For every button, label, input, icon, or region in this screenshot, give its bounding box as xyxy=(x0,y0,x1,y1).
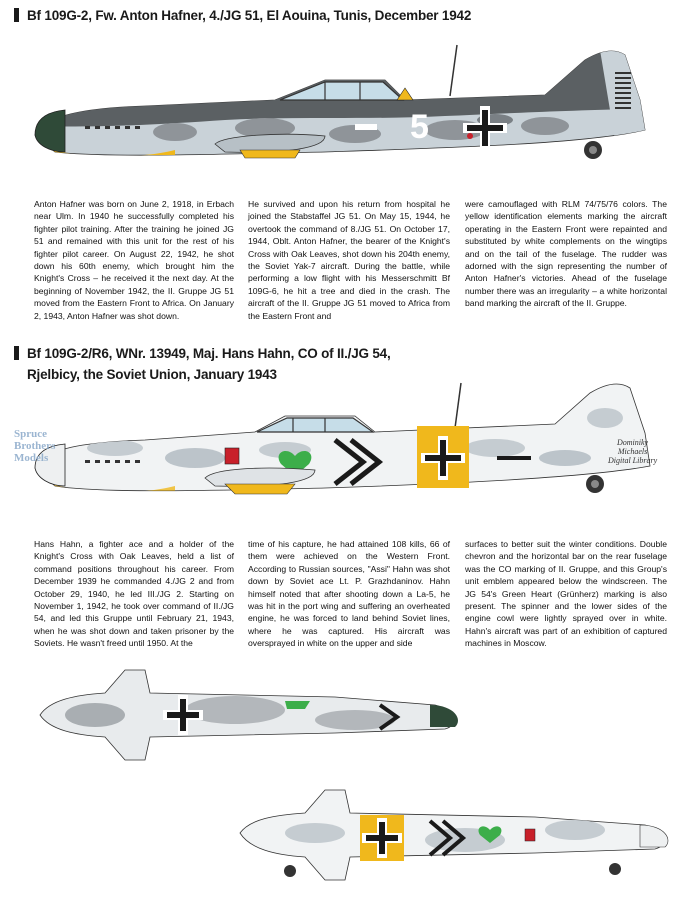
section1-column-1: Anton Hafner was born on June 2, 1918, in Erbach near Ulm. In 1940 he successfully completed his fighter pilot training. After the training he joined JG 51 and remained with this unit for the rest of his fighter pilot career. On August 22, 1942, he shot down his 60th enemy, which brought him the Knight's Cross – he received it the next day. At the beginning of November 1942, the II. Gruppe JG 51 moved from the Eastern Front to Africa. On January 2, 1943, Anton Hafner was shot down. xyxy=(34,199,234,321)
section1-column-2: He survived and upon his return from hospital he joined the Stabstaffel JG 51. On May 15, 1944, he overtook the command of 8./JG 51. On October 17, 1944, Oblt. Anton Hafner, the bearer of the Knight's Cross with Oak Leaves, shot down his 204th enemy, the Soviet Yak-7 aircraft. During the battle, while performing a low flight with his Messerschmitt Bf 109G-6, he hit a tree and died in the crash. The aircraft of the II. Gruppe JG 51 moved to Africa from the Eastern Front and xyxy=(248,199,450,321)
artist-signature: Dominiky Michaels Digital Library xyxy=(608,438,658,465)
section2-title: Bf 109G-2/R6, WNr. 13949, Maj. Hans Hahn, CO of II./JG 54, Rjelbicy, the Soviet Union, January 1943 xyxy=(14,346,391,382)
fuselage-number: 5 xyxy=(410,108,429,146)
plane2-side-profile xyxy=(25,378,675,508)
unit-emblem-icon xyxy=(225,448,239,464)
section2-column-1: Hans Hahn, a fighter ace and a holder of the Knight's Cross with Oak Leaves, held a list of command positions throughout his career. From December 1939 he commanded 4./JG 2 and from October 29, 1940, he led III./JG 2. Starting on November 1, 1942, he took over command of II./JG 54, and led this Gruppe until February 21, 1943, when he was shot down and taken prisoner by the Soviets. He wasn't freed until 1950. At the xyxy=(34,539,234,649)
section2-column-2: time of his capture, he had attained 108 kills, 66 of them were achieved on the Western Front. According to Russian sources, "Assi" Hahn was shot down by Soviet ace Lt. P. Grazhdaninov. Hahn himself noted that after shooting down a La-5, he was hit in the port wing and suffering an overheated engine, he was forced to land behind Soviet lines, where he was captured. His aircraft was oversprayed in white on the upper and side xyxy=(248,539,450,649)
title-bar-mark xyxy=(14,8,19,22)
plane2-top-profile-left xyxy=(35,665,465,765)
watermark: Spruce Brothers Models xyxy=(14,428,56,464)
title-bar-mark xyxy=(14,346,19,360)
plane2-top-profile-right xyxy=(235,785,675,885)
plane1-side-profile xyxy=(25,40,675,170)
section1-column-3: were camouflaged with RLM 74/75/76 colors. The yellow identification elements marking the aircraft operating in the Eastern Front were repainted and substituted by white complements on the wingtips and on the tail of the fuselage. The rudder was adorned with the sign representing the number of Anton Hafner's victories. Ahead of the fuselage number there was an irregularity – a white horizontal band marking the aircraft of the II. Gruppe. xyxy=(465,199,667,309)
section2-column-3: surfaces to better suit the winter conditions. Double chevron and the horizontal bar on the rear fuselage was the CO marking of II. Gruppe, and this Group's unit emblem appeared below the windscreen. The JG 54's Green Heart (Grünherz) marking is also present. The spinner and the lower sides of the engine cowl were lightly sprayed over in white. Hahn's aircraft was part of an exhibition of captured machines in Moscow. xyxy=(465,539,667,649)
section1-title: Bf 109G-2, Fw. Anton Hafner, 4./JG 51, El Aouina, Tunis, December 1942 xyxy=(14,8,471,23)
